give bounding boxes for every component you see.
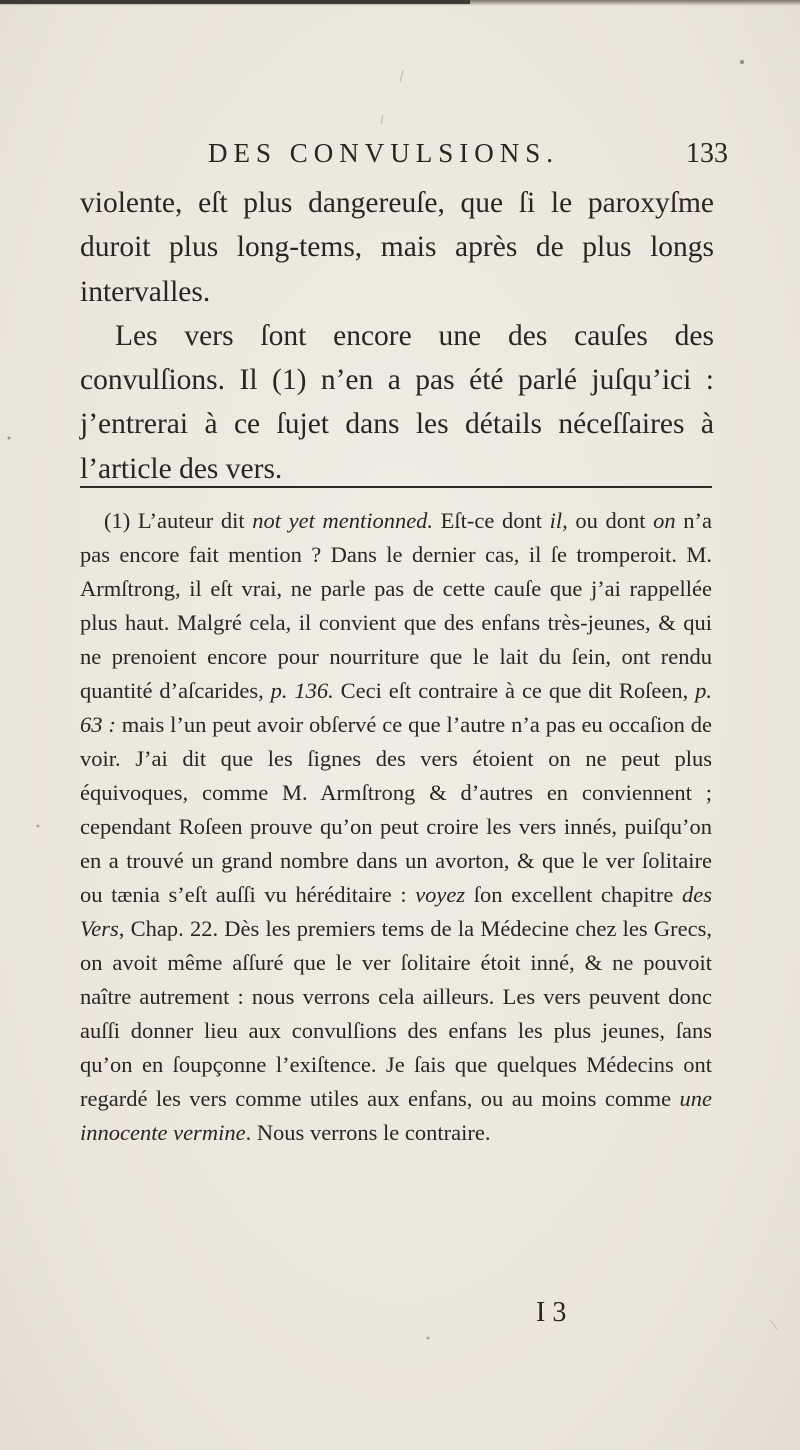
footnote-italic-segment: not yet mentionned. [252, 508, 434, 533]
footnote-italic-segment: voyez [415, 882, 466, 907]
footnote-marker: (1) [104, 508, 131, 533]
footnote-italic-segment: p. 63 : [80, 678, 712, 737]
body-paragraph-1: violente, eſt plus dangereuſe, que ſi le paroxyſme duroit plus long-tems, mais après de plus longs intervalles. [80, 187, 714, 308]
footnote-text-segment: , Chap. 22. Dès les premiers tems de la Médecine chez les Grecs, on avoit même aſſuré que le ver ſolitaire étoit inné, & ne pouvoit naître autrement : nous verrons cela ailleurs. Les vers peuvent donc auſſi donner lieu aux convulſions des enfans les plus jeunes, ſans qu’on en ſoupçonne l’exiſtence. Je ſais que quelques Médecins ont regardé les vers comme utiles aux enfans, ou au moins comme [80, 916, 712, 1111]
footnote-text-segment: Ceci eſt contraire à ce que dit Roſeen, [333, 678, 696, 703]
running-head-title: DES CONVULSIONS. [208, 138, 560, 168]
footnote-italic-segment: des Vers [80, 882, 712, 941]
footnote-text-segment: ſon excellent chapitre [465, 882, 682, 907]
page-number: 133 [686, 138, 728, 169]
printer-signature-mark: I 3 [536, 1297, 567, 1328]
body-paragraph-2: Les vers ſont encore une des cauſes des convulſions. Il (1) n’en a pas été parlé juſqu’ici : j’entrerai à ce ſujet dans les détails néceſſaires à l’article des vers. [80, 319, 714, 485]
footnote-italic-segment: on [653, 508, 676, 533]
footnote-italic-segment: une innocente vermine [80, 1086, 712, 1145]
footnote-text-segment: , ou dont [562, 508, 654, 533]
footnote-text-segment: mais l’un peut avoir obſervé ce que l’autre n’a pas eu occaſion de voir. J’ai dit que les ſignes des vers étoient on ne peut plus équivoques, comme M. Armſtrong & d’autres en conviennent ; cependant Roſeen prouve qu’on peut croire les vers innés, puiſqu’on en a trouvé un grand nombre dans un avorton, & que le ver ſolitaire ou tænia s’eſt auſſi vu héréditaire : [80, 712, 712, 907]
footnote-text-segment: n’a pas encore fait mention ? Dans le dernier cas, il ſe tromperoit. M. Armſtrong, il eſt vrai, ne parle pas de cette cauſe que j’ai rappellée plus haut. Malgré cela, il convient que des enfans très-jeunes, & qui ne prenoient encore pour nourriture que le lait du ſein, ont rendu quantité d’aſcarides, [80, 508, 712, 703]
footnote-text-segment: Eſt-ce dont [433, 508, 550, 533]
footnote-italic-segment: il [549, 508, 563, 533]
footnote-text-segment: L’auteur dit [130, 508, 253, 533]
footnote-italic-segment: p. 136. [270, 678, 334, 703]
footnote-text-segment: . Nous verrons le contraire. [245, 1120, 491, 1145]
